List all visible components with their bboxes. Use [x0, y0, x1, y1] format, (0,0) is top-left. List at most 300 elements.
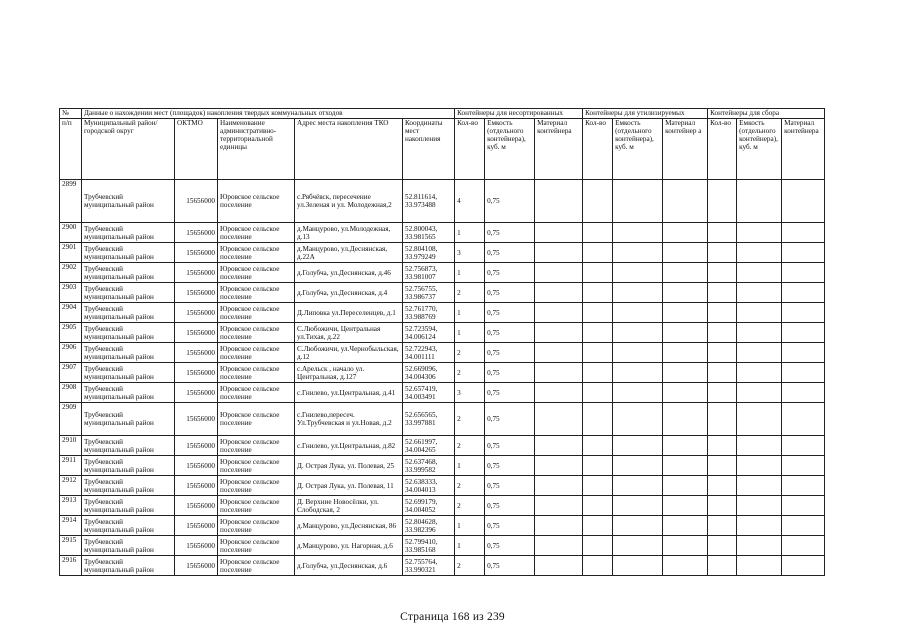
address-cell: д.Манцурово, ул.Деснянская, д.22А — [295, 243, 403, 263]
page-number: Страница 168 из 239 — [400, 611, 505, 623]
recycled-count-cell — [583, 180, 613, 223]
collection-material-cell — [782, 436, 825, 456]
collection-material-cell — [782, 223, 825, 243]
header-location-group: Данные о нахождении мест (площадок) накопления твердых коммунальных отходов — [82, 109, 455, 119]
collection-capacity-cell — [737, 383, 782, 403]
settlement-cell: Юровское сельское поселение — [218, 243, 295, 263]
recycled-capacity-cell — [613, 436, 663, 456]
unsorted-material-cell — [535, 536, 583, 556]
unsorted-capacity-cell: 0,75 — [485, 403, 535, 436]
unsorted-count-cell: 1 — [455, 223, 485, 243]
collection-count-cell — [708, 536, 737, 556]
unsorted-material-cell — [535, 363, 583, 383]
collection-material-cell — [782, 383, 825, 403]
collection-material-cell — [782, 556, 825, 576]
district-cell: Трубчевский муниципальный район — [82, 436, 175, 456]
collection-capacity-cell — [737, 556, 782, 576]
recycled-material-cell — [663, 436, 708, 456]
row-number: 2912 — [60, 476, 82, 496]
collection-capacity-cell — [737, 243, 782, 263]
address-cell: Д.Липовка ул.Переселенцев, д.1 — [295, 303, 403, 323]
collection-capacity-cell — [737, 476, 782, 496]
settlement-cell: Юровское сельское поселение — [218, 180, 295, 223]
unsorted-count-cell: 2 — [455, 476, 485, 496]
unsorted-count-cell: 1 — [455, 516, 485, 536]
oktmo-cell: 15656000 — [175, 456, 218, 476]
recycled-material-cell — [663, 363, 708, 383]
row-number: 2906 — [60, 343, 82, 363]
recycled-capacity-cell — [613, 180, 663, 223]
coords-cell: 52.756873, 33.981007 — [403, 263, 455, 283]
collection-capacity-cell — [737, 343, 782, 363]
unsorted-material-cell — [535, 516, 583, 536]
recycled-material-cell — [663, 263, 708, 283]
recycled-material-cell — [663, 223, 708, 243]
recycled-material-cell — [663, 323, 708, 343]
table-row — [60, 303, 825, 323]
address-cell: с.Гнилево, ул.Центральная, д.41 — [295, 383, 403, 403]
address-cell: д.Манцурово, ул. Нагорная, д.6 — [295, 536, 403, 556]
unsorted-count-cell: 2 — [455, 343, 485, 363]
address-cell: Д. Верхние Новосёлки, ул. Слободская, 2 — [295, 496, 403, 516]
unsorted-material-cell — [535, 496, 583, 516]
settlement-cell: Юровское сельское поселение — [218, 363, 295, 383]
collection-count-cell — [708, 476, 737, 496]
recycled-count-cell — [583, 556, 613, 576]
collection-count-cell — [708, 343, 737, 363]
collection-material-cell — [782, 456, 825, 476]
recycled-material-cell — [663, 303, 708, 323]
address-cell: д.Голубча, ул.Деснянская, д.4 — [295, 283, 403, 303]
district-cell: Трубчевский муниципальный район — [82, 456, 175, 476]
header-recycled-material: Материал контейнер а — [663, 119, 708, 180]
unsorted-material-cell — [535, 180, 583, 223]
collection-capacity-cell — [737, 516, 782, 536]
oktmo-cell: 15656000 — [175, 243, 218, 263]
collection-material-cell — [782, 180, 825, 223]
settlement-cell: Юровское сельское поселение — [218, 456, 295, 476]
row-number: 2899 — [60, 180, 82, 223]
district-cell: Трубчевский муниципальный район — [82, 223, 175, 243]
unsorted-capacity-cell: 0,75 — [485, 536, 535, 556]
recycled-count-cell — [583, 456, 613, 476]
settlement-cell: Юровское сельское поселение — [218, 303, 295, 323]
header-collection-group: Контейнеры для сбора — [708, 109, 825, 119]
header-collection-count: Кол-во — [708, 119, 737, 180]
table-row — [60, 283, 825, 303]
table-row — [60, 180, 825, 223]
table-row — [60, 383, 825, 403]
recycled-material-cell — [663, 403, 708, 436]
table-row — [60, 343, 825, 363]
row-number: 2910 — [60, 436, 82, 456]
header-oktmo: ОКТМО — [175, 119, 218, 180]
unsorted-count-cell: 1 — [455, 456, 485, 476]
table-row — [60, 556, 825, 576]
recycled-material-cell — [663, 243, 708, 263]
settlement-cell: Юровское сельское поселение — [218, 263, 295, 283]
header-unsorted-group: Контейнеры для несортированных — [455, 109, 583, 119]
coords-cell: 52.755764, 33.990321 — [403, 556, 455, 576]
oktmo-cell: 15656000 — [175, 323, 218, 343]
coords-cell: 52.756755, 33.986737 — [403, 283, 455, 303]
row-number: 2901 — [60, 243, 82, 263]
row-number: 2909 — [60, 403, 82, 436]
header-recycled-capacity: Емкость (отдельного контейнера), куб. м — [613, 119, 663, 180]
unsorted-capacity-cell: 0,75 — [485, 436, 535, 456]
settlement-cell: Юровское сельское поселение — [218, 556, 295, 576]
header-collection-material: Материал контейнера — [782, 119, 825, 180]
settlement-cell: Юровское сельское поселение — [218, 403, 295, 436]
unsorted-capacity-cell: 0,75 — [485, 263, 535, 283]
recycled-count-cell — [583, 383, 613, 403]
recycled-material-cell — [663, 476, 708, 496]
district-cell: Трубчевский муниципальный район — [82, 303, 175, 323]
unsorted-material-cell — [535, 556, 583, 576]
recycled-capacity-cell — [613, 456, 663, 476]
header-row-columns — [60, 119, 825, 180]
recycled-capacity-cell — [613, 263, 663, 283]
oktmo-cell: 15656000 — [175, 263, 218, 283]
oktmo-cell: 15656000 — [175, 516, 218, 536]
row-number: 2916 — [60, 556, 82, 576]
collection-material-cell — [782, 283, 825, 303]
recycled-capacity-cell — [613, 303, 663, 323]
unsorted-count-cell: 2 — [455, 403, 485, 436]
district-cell: Трубчевский муниципальный район — [82, 263, 175, 283]
unsorted-capacity-cell: 0,75 — [485, 343, 535, 363]
unsorted-capacity-cell: 0,75 — [485, 516, 535, 536]
collection-material-cell — [782, 363, 825, 383]
recycled-material-cell — [663, 536, 708, 556]
district-cell: Трубчевский муниципальный район — [82, 343, 175, 363]
district-cell: Трубчевский муниципальный район — [82, 383, 175, 403]
coords-cell: 52.799410, 33.985168 — [403, 536, 455, 556]
district-cell: Трубчевский муниципальный район — [82, 180, 175, 223]
recycled-capacity-cell — [613, 383, 663, 403]
collection-count-cell — [708, 456, 737, 476]
table-row — [60, 436, 825, 456]
unsorted-capacity-cell: 0,75 — [485, 496, 535, 516]
coords-cell: 52.661997, 34.004265 — [403, 436, 455, 456]
header-unsorted-material: Материал контейнера — [535, 119, 583, 180]
header-address: Адрес места накопления ТКО — [295, 119, 403, 180]
oktmo-cell: 15656000 — [175, 403, 218, 436]
recycled-material-cell — [663, 180, 708, 223]
collection-capacity-cell — [737, 496, 782, 516]
oktmo-cell: 15656000 — [175, 556, 218, 576]
recycled-count-cell — [583, 403, 613, 436]
unsorted-material-cell — [535, 403, 583, 436]
unsorted-material-cell — [535, 343, 583, 363]
unsorted-material-cell — [535, 223, 583, 243]
district-cell: Трубчевский муниципальный район — [82, 556, 175, 576]
coords-cell: 52.722943, 34.001111 — [403, 343, 455, 363]
collection-count-cell — [708, 383, 737, 403]
collection-material-cell — [782, 323, 825, 343]
header-coords: Координаты мест накопления — [403, 119, 455, 180]
oktmo-cell: 15656000 — [175, 476, 218, 496]
header-district: Муниципальный район/городской округ — [82, 119, 175, 180]
recycled-count-cell — [583, 516, 613, 536]
coords-cell: 52.637468, 33.999582 — [403, 456, 455, 476]
oktmo-cell: 15656000 — [175, 303, 218, 323]
unsorted-count-cell: 3 — [455, 243, 485, 263]
unsorted-material-cell — [535, 303, 583, 323]
recycled-capacity-cell — [613, 476, 663, 496]
recycled-count-cell — [583, 536, 613, 556]
address-cell: с.Рябчёвск, пересечение ул.Зеленая и ул. Молодежная,2 — [295, 180, 403, 223]
collection-material-cell — [782, 403, 825, 436]
collection-material-cell — [782, 536, 825, 556]
table-row — [60, 516, 825, 536]
recycled-capacity-cell — [613, 283, 663, 303]
district-cell: Трубчевский муниципальный район — [82, 496, 175, 516]
oktmo-cell: 15656000 — [175, 363, 218, 383]
unsorted-material-cell — [535, 436, 583, 456]
settlement-cell: Юровское сельское поселение — [218, 536, 295, 556]
collection-capacity-cell — [737, 536, 782, 556]
collection-material-cell — [782, 263, 825, 283]
row-number: 2902 — [60, 263, 82, 283]
recycled-material-cell — [663, 496, 708, 516]
row-number: 2915 — [60, 536, 82, 556]
unsorted-capacity-cell: 0,75 — [485, 223, 535, 243]
unsorted-material-cell — [535, 323, 583, 343]
header-collection-capacity: Емкость (отдельного контейнера), куб. м — [737, 119, 782, 180]
unsorted-material-cell — [535, 283, 583, 303]
unsorted-material-cell — [535, 476, 583, 496]
row-number: 2904 — [60, 303, 82, 323]
address-cell: с.Гнилево,пересеч. Ул.Трубчевская и ул.Новая, д.2 — [295, 403, 403, 436]
coords-cell: 52.656565, 33.997881 — [403, 403, 455, 436]
address-cell: С.Любожичи, ул.Чернобыльская, д.12 — [295, 343, 403, 363]
recycled-material-cell — [663, 283, 708, 303]
table-row — [60, 363, 825, 383]
district-cell: Трубчевский муниципальный район — [82, 536, 175, 556]
unsorted-material-cell — [535, 263, 583, 283]
table-row — [60, 476, 825, 496]
recycled-capacity-cell — [613, 536, 663, 556]
collection-count-cell — [708, 303, 737, 323]
settlement-cell: Юровское сельское поселение — [218, 323, 295, 343]
oktmo-cell: 15656000 — [175, 223, 218, 243]
unsorted-capacity-cell: 0,75 — [485, 243, 535, 263]
recycled-capacity-cell — [613, 343, 663, 363]
collection-material-cell — [782, 496, 825, 516]
unsorted-capacity-cell: 0,75 — [485, 283, 535, 303]
address-cell: Д. Острая Лука, ул. Полевая, 11 — [295, 476, 403, 496]
collection-capacity-cell — [737, 303, 782, 323]
recycled-material-cell — [663, 383, 708, 403]
recycled-count-cell — [583, 303, 613, 323]
coords-cell: 52.804108, 33.979249 — [403, 243, 455, 263]
collection-count-cell — [708, 436, 737, 456]
collection-capacity-cell — [737, 456, 782, 476]
row-number: 2913 — [60, 496, 82, 516]
district-cell: Трубчевский муниципальный район — [82, 363, 175, 383]
district-cell: Трубчевский муниципальный район — [82, 323, 175, 343]
settlement-cell: Юровское сельское поселение — [218, 436, 295, 456]
unsorted-capacity-cell: 0,75 — [485, 303, 535, 323]
oktmo-cell: 15656000 — [175, 496, 218, 516]
header-settlement: Наименование административно-территориальной единицы — [218, 119, 295, 180]
collection-material-cell — [782, 243, 825, 263]
collection-count-cell — [708, 223, 737, 243]
unsorted-capacity-cell: 0,75 — [485, 556, 535, 576]
header-row-groups — [60, 109, 825, 119]
document-sheet — [59, 108, 825, 576]
collection-count-cell — [708, 180, 737, 223]
recycled-material-cell — [663, 516, 708, 536]
district-cell: Трубчевский муниципальный район — [82, 403, 175, 436]
unsorted-material-cell — [535, 383, 583, 403]
header-recycled-group: Контейнеры для утилизируемых — [583, 109, 708, 119]
table-row — [60, 403, 825, 436]
unsorted-count-cell: 2 — [455, 363, 485, 383]
collection-count-cell — [708, 263, 737, 283]
unsorted-capacity-cell: 0,75 — [485, 383, 535, 403]
collection-capacity-cell — [737, 180, 782, 223]
recycled-count-cell — [583, 343, 613, 363]
settlement-cell: Юровское сельское поселение — [218, 516, 295, 536]
collection-capacity-cell — [737, 223, 782, 243]
collection-capacity-cell — [737, 263, 782, 283]
unsorted-count-cell: 1 — [455, 303, 485, 323]
recycled-count-cell — [583, 436, 613, 456]
tko-register-table — [59, 108, 825, 576]
row-number: 2907 — [60, 363, 82, 383]
collection-count-cell — [708, 283, 737, 303]
unsorted-material-cell — [535, 456, 583, 476]
recycled-count-cell — [583, 496, 613, 516]
address-cell: Д. Острая Лука, ул. Полевая, 25 — [295, 456, 403, 476]
collection-capacity-cell — [737, 323, 782, 343]
oktmo-cell: 15656000 — [175, 283, 218, 303]
address-cell: д.Манцурово, ул.Деснянская, 86 — [295, 516, 403, 536]
recycled-material-cell — [663, 556, 708, 576]
table-body — [60, 180, 825, 576]
collection-material-cell — [782, 303, 825, 323]
address-cell: С.Любожичи, Центральная ул.Тихая, д.22 — [295, 323, 403, 343]
row-number: 2900 — [60, 223, 82, 243]
coords-cell: 52.761770, 33.988769 — [403, 303, 455, 323]
coords-cell: 52.699179, 34.004052 — [403, 496, 455, 516]
row-number: 2911 — [60, 456, 82, 476]
settlement-cell: Юровское сельское поселение — [218, 383, 295, 403]
recycled-capacity-cell — [613, 403, 663, 436]
collection-material-cell — [782, 343, 825, 363]
recycled-count-cell — [583, 263, 613, 283]
header-unsorted-count: Кол-во — [455, 119, 485, 180]
collection-count-cell — [708, 556, 737, 576]
oktmo-cell: 15656000 — [175, 536, 218, 556]
district-cell: Трубчевский муниципальный район — [82, 243, 175, 263]
table-row — [60, 223, 825, 243]
address-cell: д.Манцурово, ул.Молодежная, д.13 — [295, 223, 403, 243]
table-row — [60, 536, 825, 556]
coords-cell: 52.811614, 33.973488 — [403, 180, 455, 223]
unsorted-count-cell: 4 — [455, 180, 485, 223]
settlement-cell: Юровское сельское поселение — [218, 223, 295, 243]
oktmo-cell: 15656000 — [175, 383, 218, 403]
recycled-material-cell — [663, 456, 708, 476]
coords-cell: 52.657419, 34.003491 — [403, 383, 455, 403]
unsorted-count-cell: 2 — [455, 436, 485, 456]
address-cell: с.Гнилево, ул.Центральная, д.82 — [295, 436, 403, 456]
settlement-cell: Юровское сельское поселение — [218, 343, 295, 363]
address-cell: д.Голубча, ул.Деснянская, д.46 — [295, 263, 403, 283]
table-row — [60, 263, 825, 283]
table-row — [60, 243, 825, 263]
unsorted-count-cell: 2 — [455, 556, 485, 576]
coords-cell: 52.638333, 34.004013 — [403, 476, 455, 496]
recycled-capacity-cell — [613, 556, 663, 576]
unsorted-material-cell — [535, 243, 583, 263]
address-cell: с.Арельск , начало ул. Центральная, д.127 — [295, 363, 403, 383]
recycled-capacity-cell — [613, 496, 663, 516]
coords-cell: 52.669096, 34.004306 — [403, 363, 455, 383]
row-number: 2908 — [60, 383, 82, 403]
recycled-capacity-cell — [613, 243, 663, 263]
collection-capacity-cell — [737, 403, 782, 436]
recycled-count-cell — [583, 323, 613, 343]
district-cell: Трубчевский муниципальный район — [82, 283, 175, 303]
table-row — [60, 496, 825, 516]
coords-cell: 52.800043, 33.981565 — [403, 223, 455, 243]
recycled-material-cell — [663, 343, 708, 363]
oktmo-cell: 15656000 — [175, 436, 218, 456]
recycled-count-cell — [583, 243, 613, 263]
coords-cell: 52.723594, 34.006124 — [403, 323, 455, 343]
row-number: 2903 — [60, 283, 82, 303]
settlement-cell: Юровское сельское поселение — [218, 496, 295, 516]
coords-cell: 52.804628, 33.982396 — [403, 516, 455, 536]
unsorted-count-cell: 1 — [455, 536, 485, 556]
row-number: 2905 — [60, 323, 82, 343]
recycled-capacity-cell — [613, 323, 663, 343]
recycled-capacity-cell — [613, 223, 663, 243]
unsorted-capacity-cell: 0,75 — [485, 476, 535, 496]
table-row — [60, 323, 825, 343]
collection-capacity-cell — [737, 436, 782, 456]
recycled-count-cell — [583, 476, 613, 496]
recycled-capacity-cell — [613, 516, 663, 536]
collection-material-cell — [782, 476, 825, 496]
header-recycled-count: Кол-во — [583, 119, 613, 180]
collection-count-cell — [708, 496, 737, 516]
recycled-count-cell — [583, 363, 613, 383]
header-unsorted-capacity: Емкость (отдельного контейнера), куб. м — [485, 119, 535, 180]
unsorted-capacity-cell: 0,75 — [485, 456, 535, 476]
unsorted-count-cell: 3 — [455, 383, 485, 403]
collection-count-cell — [708, 403, 737, 436]
collection-capacity-cell — [737, 363, 782, 383]
collection-count-cell — [708, 363, 737, 383]
oktmo-cell: 15656000 — [175, 180, 218, 223]
collection-count-cell — [708, 516, 737, 536]
collection-count-cell — [708, 243, 737, 263]
recycled-capacity-cell — [613, 363, 663, 383]
collection-count-cell — [708, 323, 737, 343]
district-cell: Трубчевский муниципальный район — [82, 516, 175, 536]
unsorted-count-cell: 1 — [455, 263, 485, 283]
unsorted-count-cell: 2 — [455, 496, 485, 516]
header-pp: п/п — [60, 119, 82, 180]
collection-material-cell — [782, 516, 825, 536]
district-cell: Трубчевский муниципальный район — [82, 476, 175, 496]
unsorted-capacity-cell: 0,75 — [485, 180, 535, 223]
